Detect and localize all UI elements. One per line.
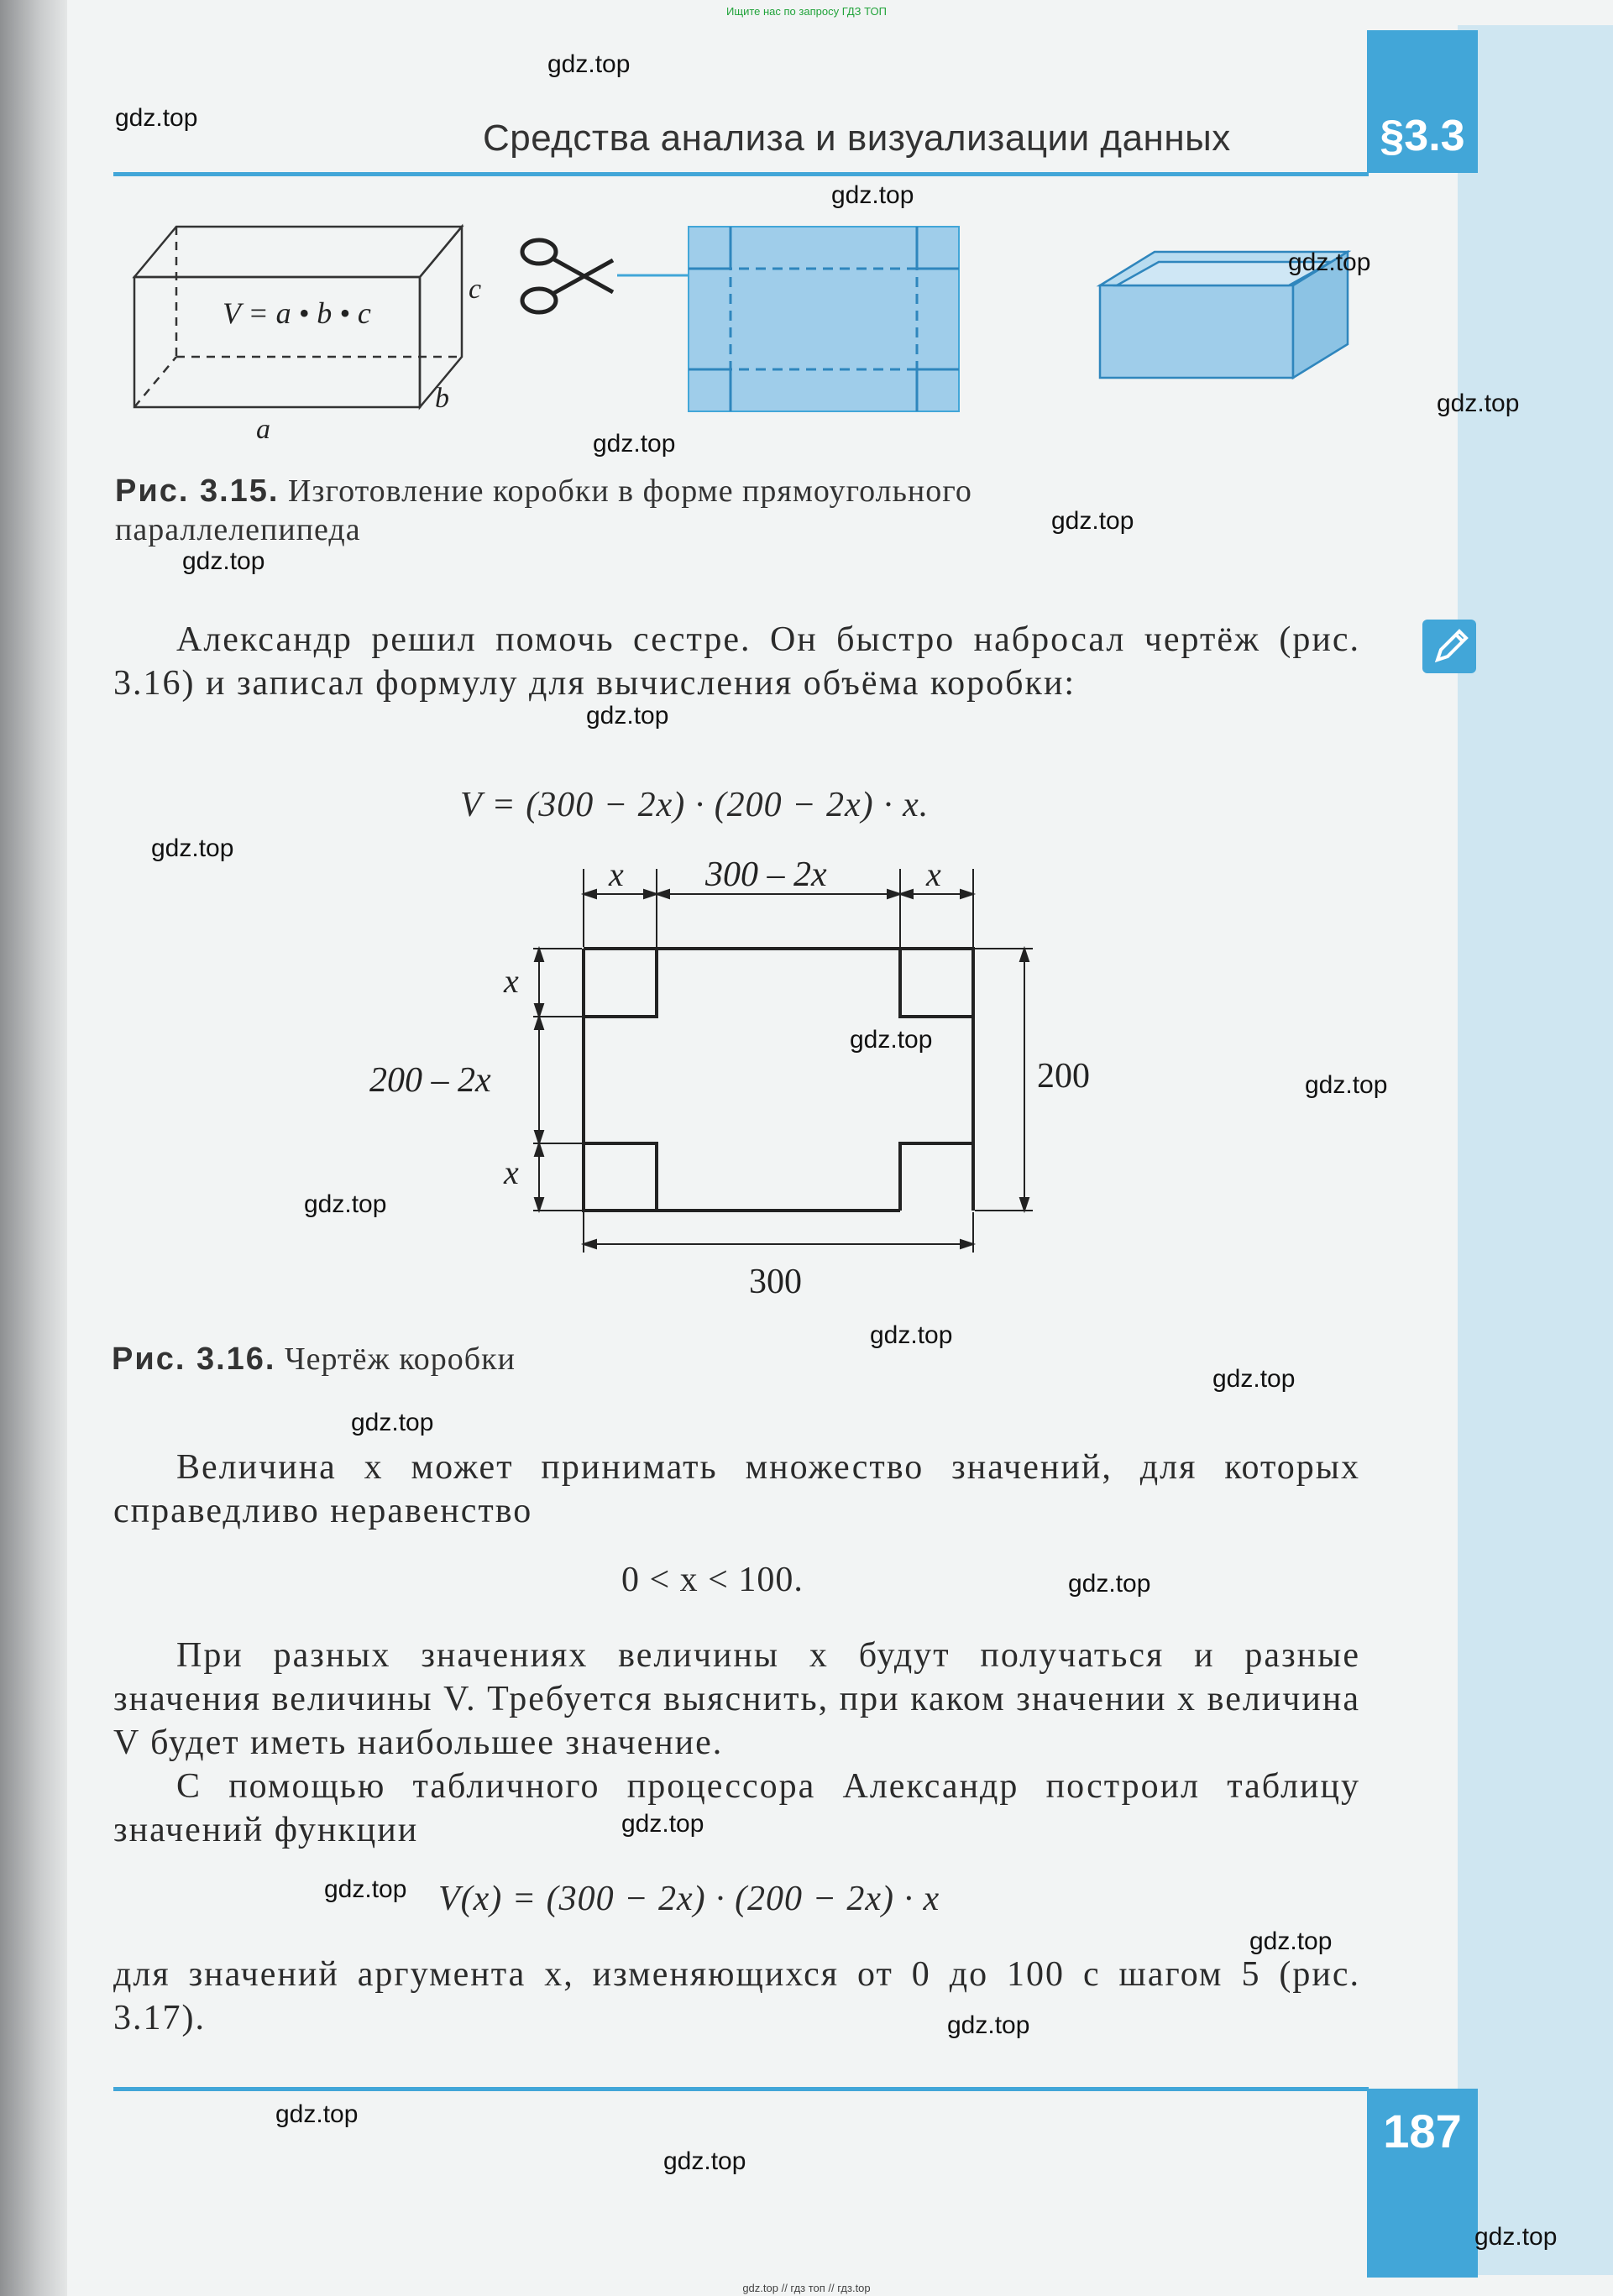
figure-3-16-number: Рис. 3.16.	[112, 1342, 276, 1377]
figure-3-15	[109, 201, 1385, 445]
section-tab: §3.3	[1367, 30, 1478, 173]
figure-3-16-text: Чертёж коробки	[284, 1342, 516, 1377]
watermark: gdz.top	[947, 2011, 1030, 2039]
page-number-tab: 187	[1367, 2089, 1478, 2278]
footer-rule	[113, 2087, 1369, 2091]
dim-left-middle: 200 – 2x	[369, 1061, 491, 1100]
watermark: gdz.top	[182, 547, 265, 575]
figure-3-15-text-line1: Изготовление коробки в форме прямоугольного	[287, 473, 972, 509]
dim-left-x-top: x	[504, 962, 519, 1000]
flat-sheet-drawing	[689, 227, 959, 411]
function-formula: V(x) = (300 − 2x) · (200 − 2x) · x	[438, 1880, 940, 1918]
watermark: gdz.top	[1474, 2223, 1558, 2251]
figure-3-15-caption	[115, 472, 1207, 549]
watermark: gdz.top	[593, 430, 676, 458]
running-header-title: Средства анализа и визуализации данных	[483, 118, 1231, 159]
dim-right: 200	[1037, 1057, 1090, 1096]
dim-top-x-left: x	[609, 855, 624, 893]
figure-3-15-number: Рис. 3.15.	[115, 473, 280, 509]
watermark: gdz.top	[621, 1810, 704, 1838]
dim-top-x-right: x	[926, 855, 941, 893]
paragraph-3: При разных значениях величины x будут получаться и разные значения величины V. Требуется выяснить, при каком значении x величина V будет иметь наибольшее значение.	[113, 1636, 1360, 1762]
volume-formula-label: V = a • b • c	[223, 296, 371, 330]
watermark: gdz.top	[831, 181, 914, 209]
watermark: gdz.top	[1249, 1927, 1333, 1955]
watermark: gdz.top	[1305, 1071, 1388, 1099]
edge-label-c: c	[469, 274, 482, 305]
paragraph-1: Александр решил помочь сестре. Он быстро набросал чертёж (рис. 3.16) и записал формулу для вычисления объёма коробки:	[113, 620, 1360, 703]
watermark: gdz.top	[324, 1875, 407, 1903]
watermark: gdz.top	[850, 1026, 933, 1054]
watermark: gdz.top	[870, 1321, 953, 1349]
watermark: gdz.top	[1212, 1365, 1296, 1393]
watermark: gdz.top	[586, 702, 669, 730]
pencil-icon	[1422, 620, 1476, 673]
header-rule	[113, 172, 1369, 176]
figure-3-15-text-line2: параллелепипеда	[115, 512, 361, 547]
paragraph-5: для значений аргумента x, изменяющихся от 0 до 100 с шагом 5 (рис. 3.17).	[113, 1955, 1360, 2037]
dim-top-middle: 300 – 2x	[705, 855, 827, 894]
watermark: gdz.top	[663, 2147, 746, 2175]
watermark: gdz.top	[1068, 1570, 1151, 1598]
volume-formula: V = (300 − 2x) · (200 − 2x) · x.	[460, 786, 930, 824]
watermark: gdz.top	[1288, 248, 1371, 276]
watermark: gdz.top	[1437, 390, 1520, 417]
edge-label-b: b	[435, 383, 449, 414]
paragraph-4: С помощью табличного процессора Александр построил таблицу значений функции	[113, 1767, 1360, 1849]
watermark: gdz.top	[304, 1190, 387, 1218]
blueprint-outline	[584, 949, 973, 1211]
watermark: gdz.top	[151, 834, 234, 862]
figure-3-16	[353, 848, 1108, 1318]
edge-label-a: a	[256, 414, 270, 445]
dim-left-x-bottom: x	[504, 1153, 519, 1191]
inequality: 0 < x < 100.	[621, 1561, 804, 1599]
watermark: gdz.top	[115, 104, 198, 132]
book-spine-shadow	[0, 0, 67, 2296]
watermark: gdz.top	[1051, 507, 1134, 535]
figure-3-16-caption	[112, 1340, 867, 1378]
top-note: Ищите нас по запросу ГДЗ ТОП	[726, 5, 887, 18]
watermark: gdz.top	[547, 50, 631, 78]
paragraph-2: Величина x может принимать множество значений, для которых справедливо неравенство	[113, 1448, 1360, 1530]
watermark: gdz.top	[275, 2100, 359, 2128]
watermark: gdz.top	[351, 1409, 434, 1436]
dim-bottom: 300	[749, 1263, 802, 1301]
bottom-note: gdz.top // гдз топ // гдз.top	[742, 2282, 871, 2294]
right-margin-band	[1458, 25, 1613, 2275]
scissors-icon	[522, 240, 613, 312]
